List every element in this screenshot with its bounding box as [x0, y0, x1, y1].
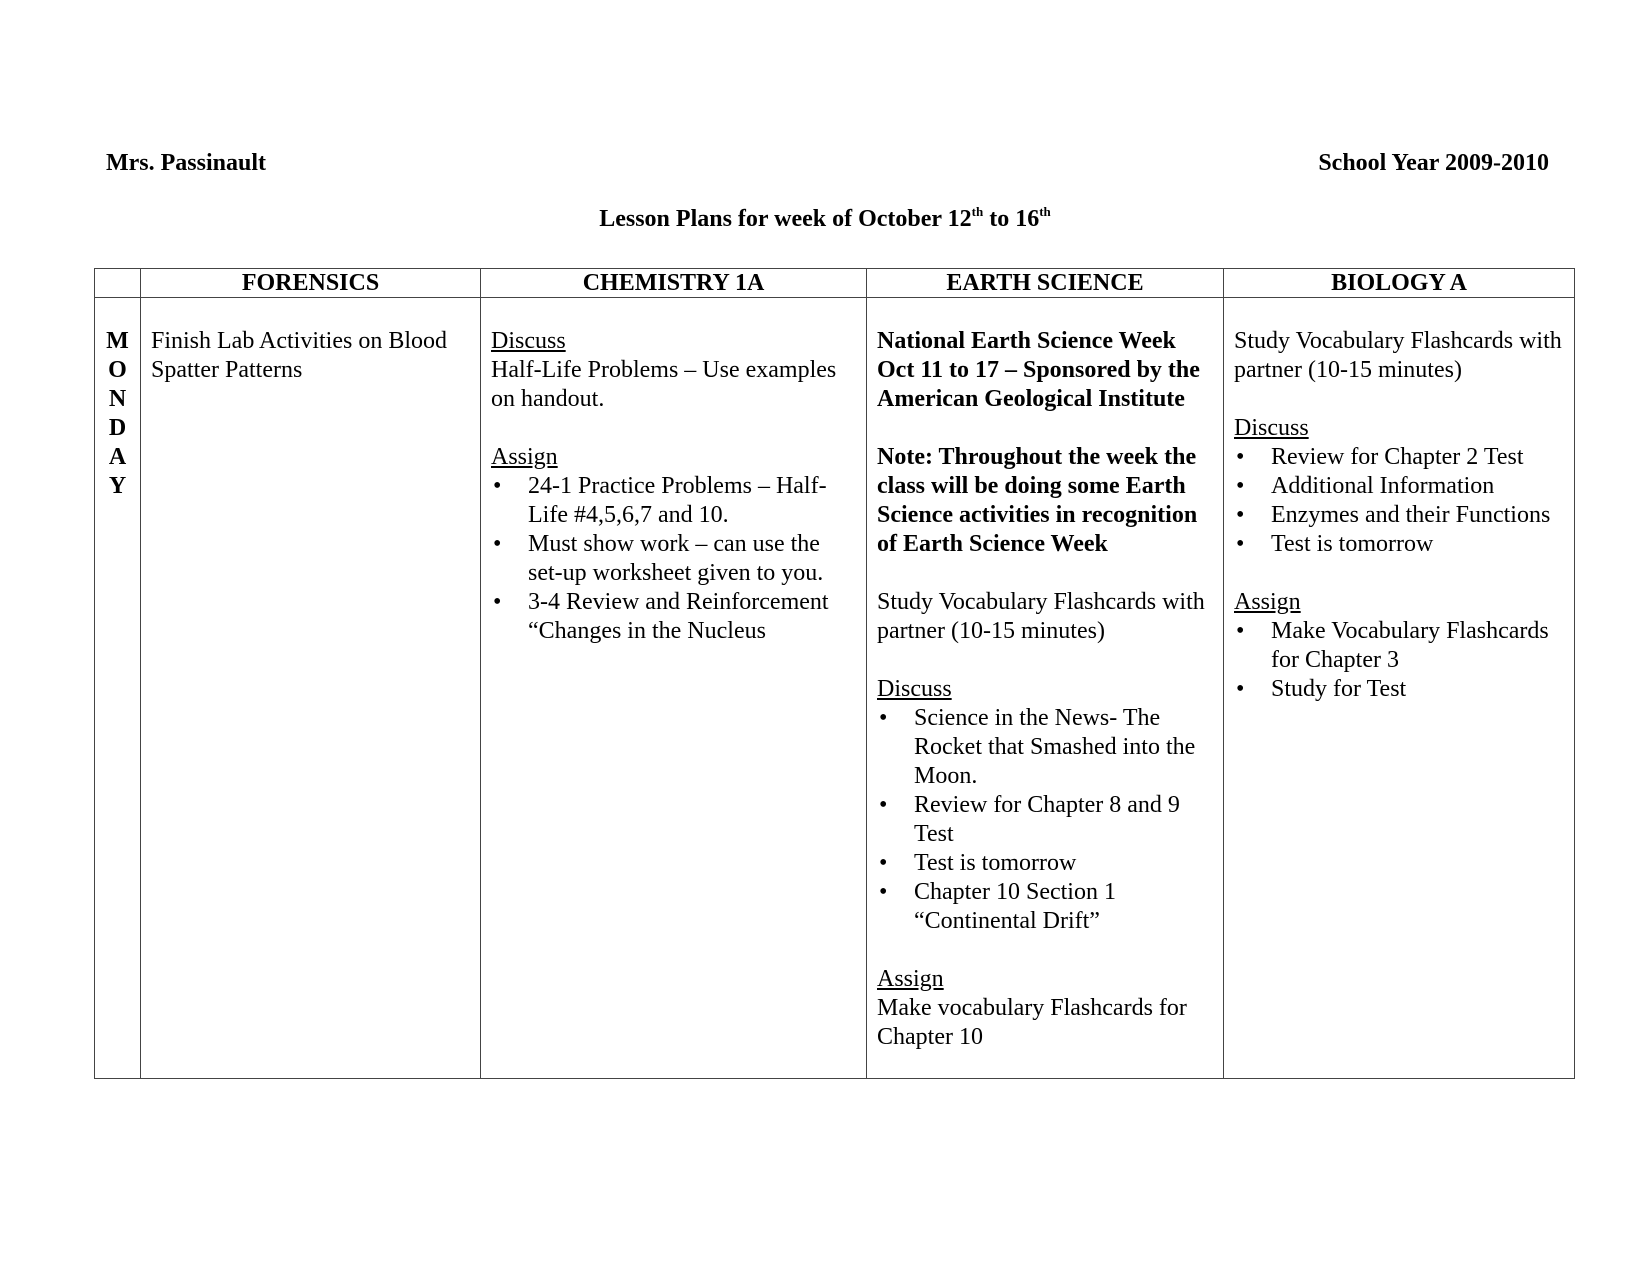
day-letter: D — [108, 415, 127, 441]
list-item: • Chapter 10 Section 1 “Continental Drift” — [877, 878, 1213, 936]
chemistry-assign-list — [491, 472, 856, 646]
earth-discuss-label: Discuss — [877, 676, 952, 702]
corner-cell — [95, 269, 141, 298]
list-item: • 24-1 Practice Problems – Half-Life #4,5,6,7 and 10. — [491, 472, 856, 530]
earth-week-note: National Earth Science Week Oct 11 to 17 – Sponsored by the American Geological Institute — [877, 328, 1200, 412]
header-row — [95, 269, 1575, 298]
title-sup-1: th — [971, 204, 984, 219]
earth-assign-label: Assign — [877, 966, 944, 992]
column-header-chemistry: CHEMISTRY 1A — [481, 269, 867, 298]
teacher-name: Mrs. Passinault — [106, 150, 267, 176]
earth-discuss-section — [877, 675, 1213, 936]
biology-assign-section — [1234, 588, 1564, 704]
list-item: • Review for Chapter 2 Test — [1234, 443, 1564, 472]
list-item: • Test is tomorrow — [877, 849, 1213, 878]
title-sup-2: th — [1039, 204, 1051, 219]
school-year: School Year 2009-2010 — [1318, 150, 1549, 176]
forensics-activity: Finish Lab Activities on Blood Spatter Patterns — [151, 328, 448, 383]
earth-assign-text: Make vocabulary Flashcards for Chapter 10 — [877, 995, 1187, 1050]
chemistry-discuss-text: Half-Life Problems – Use examples on handout. — [491, 357, 837, 412]
chemistry-discuss-label: Discuss — [491, 328, 566, 354]
list-item: • Science in the News- The Rocket that Smashed into the Moon. — [877, 704, 1213, 791]
page-title — [0, 206, 1650, 233]
biology-assign-label: Assign — [1234, 589, 1301, 615]
biology-study: Study Vocabulary Flashcards with partner (10-15 minutes) — [1234, 328, 1562, 383]
biology-assign-list — [1234, 617, 1564, 704]
column-header-biology: BIOLOGY A — [1224, 269, 1575, 298]
lesson-plan-table — [94, 268, 1575, 1079]
day-label-monday — [95, 298, 141, 1079]
list-item: • Enzymes and their Functions — [1234, 501, 1564, 530]
biology-cell — [1224, 298, 1575, 1079]
day-letter: O — [108, 357, 127, 383]
column-header-earth-science: EARTH SCIENCE — [867, 269, 1224, 298]
list-item: • Must show work – can use the set-up worksheet given to you. — [491, 530, 856, 588]
day-letter: Y — [108, 473, 127, 499]
chemistry-assign-label: Assign — [491, 444, 558, 470]
earth-assign-section — [877, 965, 1213, 1052]
earth-study: Study Vocabulary Flashcards with partner (10-15 minutes) — [877, 589, 1205, 644]
earth-note: Note: Throughout the week the class will be doing some Earth Science activities in recognition of Earth Science Week — [877, 444, 1198, 557]
monday-row — [95, 298, 1575, 1079]
day-letter: A — [108, 444, 127, 470]
list-item: • Study for Test — [1234, 675, 1564, 704]
chemistry-assign-section — [491, 443, 856, 646]
list-item: • 3-4 Review and Reinforcement “Changes in the Nucleus — [491, 588, 856, 646]
earth-discuss-list — [877, 704, 1213, 936]
biology-discuss-list — [1234, 443, 1564, 559]
list-item: • Additional Information — [1234, 472, 1564, 501]
column-header-forensics: FORENSICS — [141, 269, 481, 298]
list-item: • Test is tomorrow — [1234, 530, 1564, 559]
biology-discuss-label: Discuss — [1234, 415, 1309, 441]
earth-science-cell — [867, 298, 1224, 1079]
chemistry-discuss-section — [491, 327, 856, 414]
list-item: • Review for Chapter 8 and 9 Test — [877, 791, 1213, 849]
day-letter: M — [106, 328, 129, 354]
title-main: Lesson Plans for week of October 12 — [599, 206, 972, 232]
chemistry-cell — [481, 298, 867, 1079]
title-mid: to 16 — [983, 206, 1040, 232]
biology-discuss-section — [1234, 414, 1564, 559]
day-letter: N — [108, 386, 127, 412]
forensics-cell — [141, 298, 481, 1079]
list-item: • Make Vocabulary Flashcards for Chapter 3 — [1234, 617, 1564, 675]
